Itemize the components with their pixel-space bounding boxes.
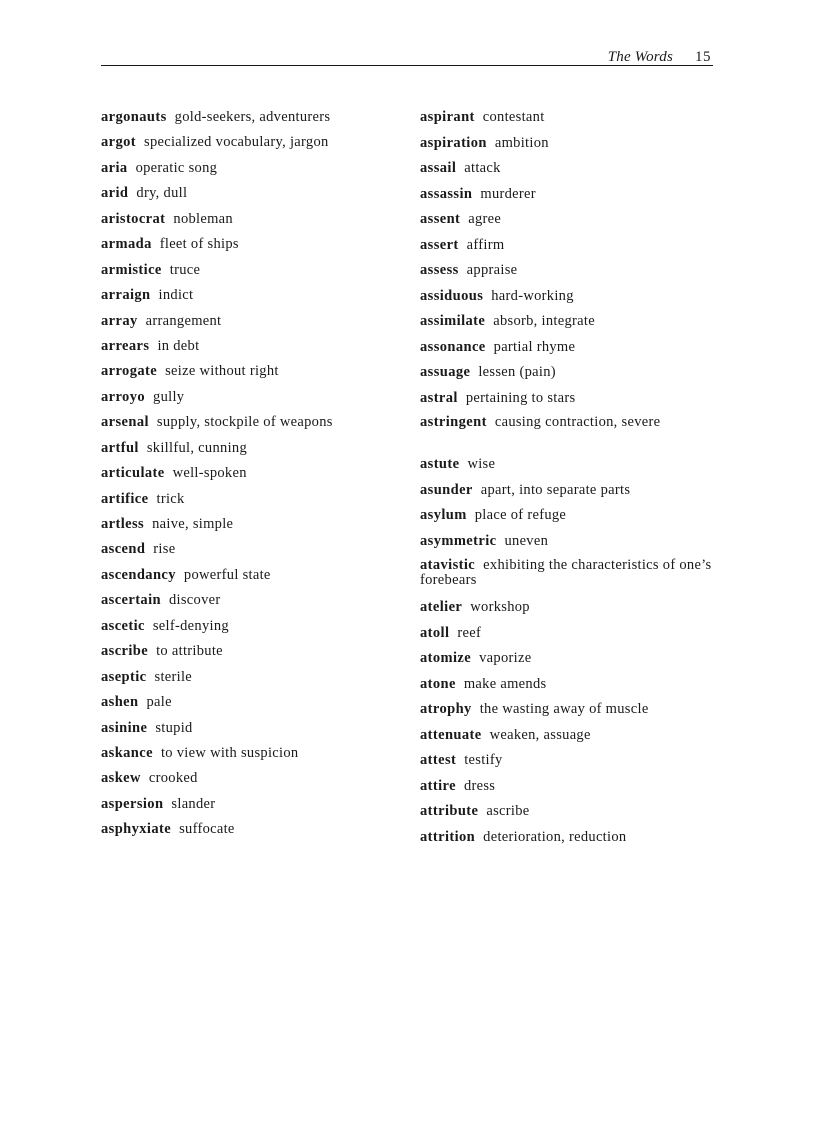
entry-term: asinine: [101, 719, 148, 736]
glossary-entry: [420, 676, 720, 702]
glossary-entry: [420, 829, 720, 855]
entry-definition: in debt: [157, 337, 200, 354]
entry-term: attrition: [420, 828, 476, 845]
entry-definition: pertaining to stars: [465, 389, 576, 406]
glossary-entry: [101, 287, 401, 312]
entry-definition: operatic song: [135, 159, 218, 176]
entry-term: assert: [420, 236, 459, 253]
glossary-entry: [101, 541, 401, 566]
entry-definition: contestant: [482, 109, 545, 125]
entry-term: attenuate: [420, 726, 482, 743]
entry-definition: agree: [468, 211, 502, 227]
entry-term: arraign: [101, 287, 151, 304]
entry-definition: suffocate: [179, 821, 235, 838]
glossary-entry: [420, 752, 720, 778]
glossary-entry: [101, 211, 401, 236]
glossary-entry: [420, 727, 720, 753]
entry-definition: powerful state: [183, 566, 271, 583]
glossary-entry: [101, 414, 401, 439]
entry-definition: appraise: [466, 262, 518, 278]
entry-term: arsenal: [101, 414, 149, 431]
entry-term: armada: [101, 236, 152, 253]
entry-definition: attack: [464, 160, 501, 176]
entry-definition: partial rhyme: [493, 338, 576, 355]
entry-definition: absorb, integrate: [493, 313, 595, 329]
entry-definition: self-denying: [152, 617, 229, 634]
entry-term: array: [101, 312, 138, 329]
entry-term: atrophy: [420, 701, 472, 717]
glossary-entry: [420, 135, 720, 161]
glossary-entry: [420, 109, 720, 135]
entry-term: assess: [420, 262, 459, 278]
entry-definition: to view with suspicion: [160, 744, 299, 761]
entry-definition: fleet of ships: [159, 236, 239, 253]
glossary-entry: [101, 160, 401, 185]
glossary-entry: [101, 618, 401, 643]
entry-term: assassin: [420, 185, 473, 202]
glossary-entry: [420, 339, 720, 365]
entry-term: assent: [420, 211, 461, 227]
entry-term: armistice: [101, 261, 162, 278]
left-column: [101, 109, 401, 847]
glossary-entry: [101, 262, 401, 287]
entry-term: atavistic: [420, 557, 476, 573]
entry-term: aseptic: [101, 668, 147, 685]
glossary-entry: [101, 796, 401, 821]
glossary-entry: [101, 389, 401, 414]
glossary-entry: [420, 803, 720, 829]
entry-definition: make amends: [463, 675, 547, 692]
right-column: [420, 109, 720, 854]
entry-term: argonauts: [101, 109, 167, 125]
entry-term: arrogate: [101, 363, 158, 380]
entry-definition: ascribe: [486, 803, 530, 819]
glossary-entry: [101, 516, 401, 541]
entry-term: astringent: [420, 414, 487, 430]
glossary-entry: [420, 599, 720, 625]
entry-term: ascendancy: [101, 566, 176, 583]
header-title: The Words: [607, 49, 673, 65]
entry-definition: hard-working: [491, 287, 574, 304]
entry-definition: reef: [457, 624, 482, 641]
entry-term: asylum: [420, 507, 467, 523]
glossary-entry: [420, 778, 720, 804]
glossary-entry: [101, 745, 401, 770]
entry-term: askance: [101, 744, 153, 761]
glossary-entry: [101, 134, 401, 159]
entry-term: arrears: [101, 337, 150, 354]
running-header: [101, 50, 713, 66]
entry-term: attest: [420, 752, 457, 768]
entry-definition: exhibiting the characteristics of one’s forebears: [420, 557, 712, 588]
entry-term: assail: [420, 160, 457, 176]
entry-definition: crooked: [148, 770, 198, 787]
glossary-entry: [420, 456, 720, 482]
entry-definition: workshop: [470, 599, 530, 615]
entry-definition: slander: [171, 795, 216, 812]
glossary-entry: [101, 363, 401, 388]
entry-term: artless: [101, 516, 145, 532]
entry-definition: affirm: [466, 236, 505, 253]
entry-term: assuage: [420, 364, 471, 380]
glossary-entry: [420, 364, 720, 390]
entry-definition: weaken, assuage: [489, 726, 591, 743]
entry-definition: truce: [169, 261, 201, 278]
entry-term: aspiration: [420, 134, 487, 151]
glossary-entry: [101, 592, 401, 617]
glossary-entry: [101, 770, 401, 795]
glossary-entry: [420, 390, 720, 416]
entry-definition: discover: [168, 592, 221, 609]
entry-definition: causing contraction, severe: [494, 414, 661, 430]
entry-term: assiduous: [420, 287, 484, 304]
entry-term: arid: [101, 185, 129, 202]
entry-term: ascertain: [101, 592, 161, 609]
entry-definition: skillful, cunning: [146, 439, 247, 456]
entry-definition: uneven: [504, 532, 549, 549]
entry-term: asymmetric: [420, 532, 497, 549]
entry-term: ashen: [101, 694, 139, 711]
glossary-entry: [420, 701, 720, 727]
entry-term: asunder: [420, 481, 473, 498]
entry-term: articulate: [101, 465, 165, 482]
glossary-entry: [101, 236, 401, 261]
entry-definition: dry, dull: [136, 185, 188, 202]
entry-term: assimilate: [420, 313, 486, 329]
glossary-entry: [420, 482, 720, 508]
entry-definition: well-spoken: [172, 465, 247, 482]
entry-term: aspirant: [420, 109, 475, 125]
entry-definition: to attribute: [156, 643, 223, 660]
glossary-entry: [420, 262, 720, 288]
entry-definition: nobleman: [173, 210, 233, 227]
entry-term: askew: [101, 770, 141, 787]
glossary-entry: [420, 558, 720, 599]
entry-definition: rise: [153, 541, 176, 558]
entry-term: aspersion: [101, 795, 164, 812]
glossary-entry: [420, 211, 720, 237]
entry-definition: trick: [156, 490, 185, 507]
entry-definition: stupid: [155, 719, 193, 736]
glossary-entry: [101, 491, 401, 516]
entry-definition: murderer: [480, 185, 536, 202]
glossary-entry: [420, 288, 720, 314]
entry-definition: gold-seekers, adventurers: [174, 109, 331, 125]
entry-term: aria: [101, 159, 128, 176]
entry-definition: vaporize: [479, 650, 532, 666]
entry-term: atomize: [420, 650, 472, 666]
entry-term: argot: [101, 134, 137, 151]
entry-definition: the wasting away of muscle: [479, 701, 649, 717]
entry-definition: gully: [153, 388, 185, 405]
glossary-entry: [420, 625, 720, 651]
glossary-entry: [101, 643, 401, 668]
glossary-entry: [101, 338, 401, 363]
entry-term: atoll: [420, 624, 450, 641]
glossary-entry: [101, 669, 401, 694]
glossary-entry: [420, 237, 720, 263]
entry-term: attire: [420, 777, 456, 794]
glossary-entry: [420, 507, 720, 533]
entry-term: artful: [101, 439, 139, 456]
entry-definition: wise: [467, 456, 496, 472]
entry-term: asphyxiate: [101, 821, 172, 838]
glossary-entry: [101, 821, 401, 846]
entry-definition: dress: [463, 777, 496, 794]
entry-definition: specialized vocabulary, jargon: [144, 134, 329, 151]
entry-definition: seize without right: [165, 363, 279, 380]
glossary-entry: [420, 313, 720, 339]
entry-term: ascetic: [101, 617, 145, 634]
glossary-entry: [101, 185, 401, 210]
entry-term: artifice: [101, 490, 149, 507]
entry-term: atone: [420, 675, 456, 692]
entry-definition: deterioration, reduction: [483, 828, 627, 845]
entry-definition: lessen (pain): [478, 364, 556, 380]
entry-definition: ambition: [494, 134, 549, 151]
glossary-entry: [420, 533, 720, 559]
entry-term: ascend: [101, 541, 146, 558]
glossary-entry: [420, 186, 720, 212]
glossary-entry: [420, 415, 720, 456]
entry-definition: naive, simple: [152, 516, 234, 532]
entry-definition: pale: [146, 694, 172, 711]
entry-term: atelier: [420, 599, 463, 615]
entry-term: aristocrat: [101, 210, 166, 227]
glossary-entry: [101, 567, 401, 592]
entry-term: attribute: [420, 803, 479, 819]
entry-definition: testify: [464, 752, 503, 768]
entry-term: assonance: [420, 338, 486, 355]
entry-definition: arrangement: [145, 312, 222, 329]
glossary-entry: [420, 650, 720, 676]
glossary-entry: [101, 109, 401, 134]
entry-definition: place of refuge: [474, 507, 567, 523]
glossary-entry: [101, 694, 401, 719]
entry-term: arroyo: [101, 388, 146, 405]
entry-term: astral: [420, 389, 458, 406]
glossary-entry: [101, 440, 401, 465]
glossary-entry: [101, 313, 401, 338]
entry-term: ascribe: [101, 643, 149, 660]
entry-definition: sterile: [154, 668, 193, 685]
glossary-entry: [420, 160, 720, 186]
entry-term: astute: [420, 456, 460, 472]
entry-definition: indict: [158, 287, 194, 304]
page-number: 15: [695, 49, 711, 65]
entry-definition: apart, into separate parts: [480, 481, 631, 498]
entry-definition: supply, stockpile of weapons: [156, 414, 333, 431]
glossary-entry: [101, 465, 401, 490]
glossary-entry: [101, 720, 401, 745]
